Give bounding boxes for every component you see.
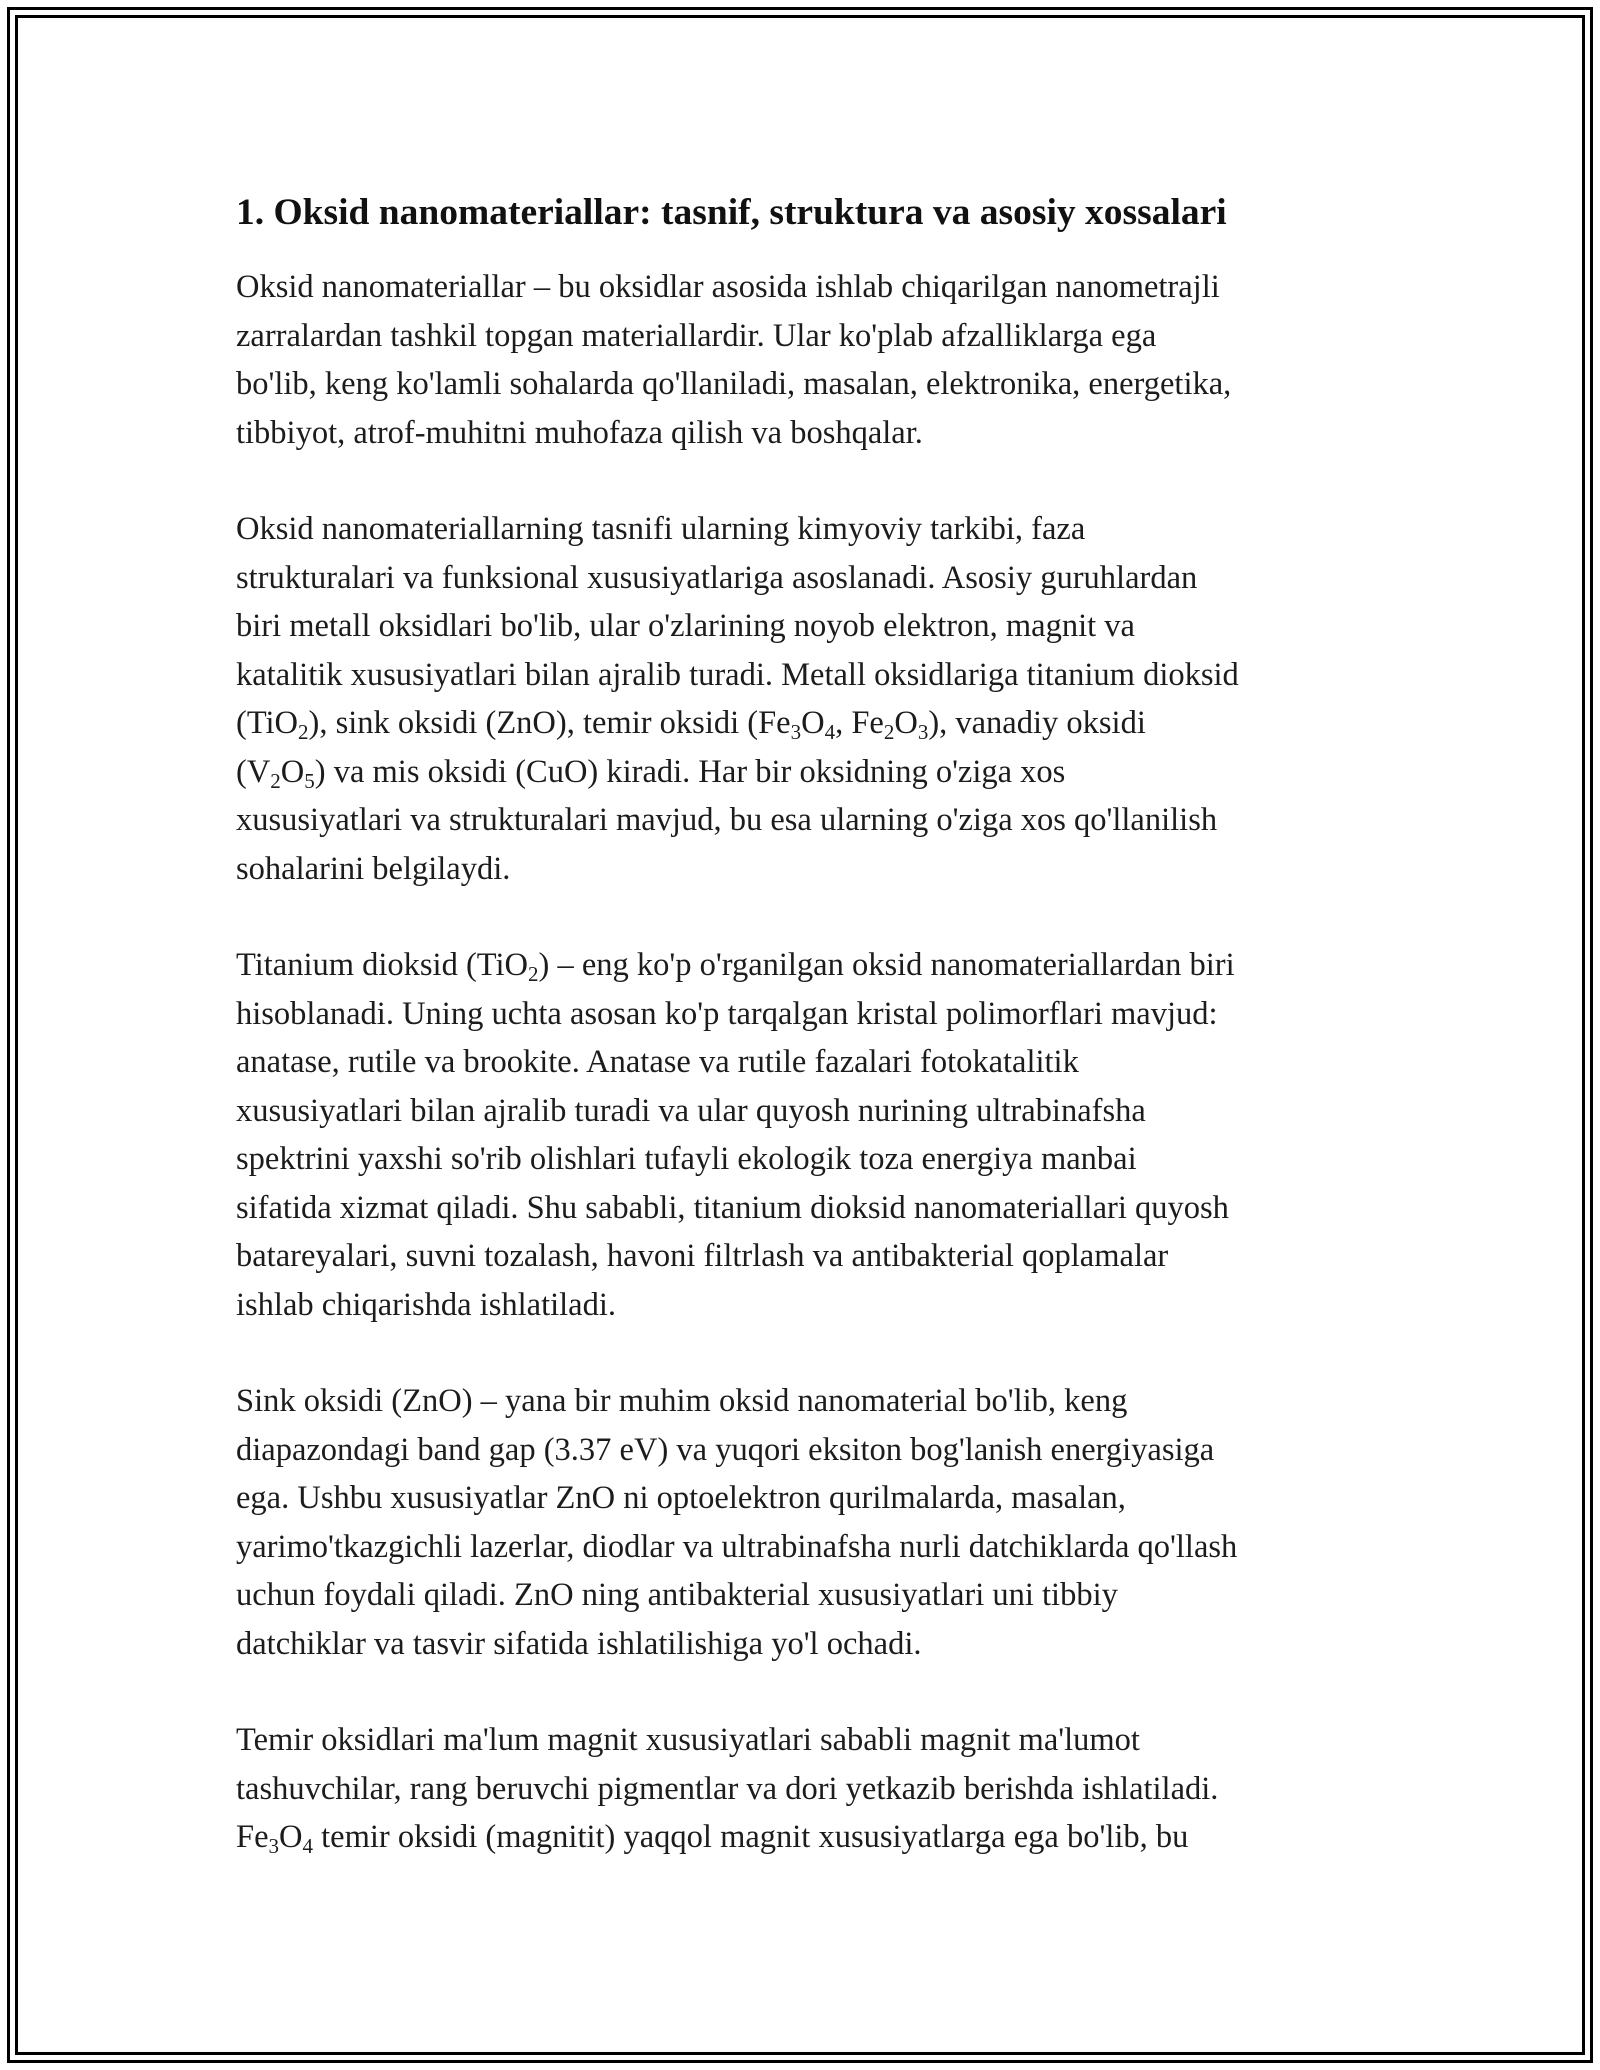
paragraph-line: ega. Ushbu xususiyatlar ZnO ni optoelektron qurilmalarda, masalan, — [236, 1480, 1126, 1516]
paragraph-line: batareyalari, suvni tozalash, havoni filtrlash va antibakterial qoplamalar — [236, 1238, 1169, 1274]
paragraph-line: (TiO$_2$), sink oksidi (ZnO), temir oksidi ($Fe_3O_4$, $Fe_2O_3$), vanadiy oksidi — [236, 705, 1146, 744]
paragraph — [236, 1716, 1378, 1862]
paragraph-line: sifatida xizmat qiladi. Shu sababli, titanium dioksid nanomateriallari quyosh — [236, 1189, 1229, 1226]
paragraph-line: tashuvchilar, rang beruvchi pigmentlar va dori yetkazib berishda ishlatiladi. — [236, 1770, 1219, 1807]
paragraph-line: zarralardan tashkil topgan materiallardir. Ular ko'plab afzalliklarga ega — [236, 317, 1157, 354]
paragraph-line: anatase, rutile va brookite. Anatase va rutile fazalari fotokatalitik — [236, 1044, 1079, 1080]
paragraph-line: Oksid nanomateriallarning tasnifi ularning kimyoviy tarkibi, faza — [236, 511, 1086, 547]
paragraph-line: Sink oksidi (ZnO) – yana bir muhim oksid nanomaterial bo'lib, keng — [236, 1383, 1128, 1419]
paragraph-line: bo'lib, keng ko'lamli sohalarda qo'llaniladi, masalan, elektronika, energetika, — [236, 366, 1232, 402]
paragraph-line: sohalarini belgilaydi. — [236, 850, 511, 887]
paragraph-list — [236, 263, 1378, 1862]
paragraph-line: biri metall oksidlari bo'lib, ular o'zlarining noyob elektron, magnit va — [236, 608, 1135, 644]
paragraph-line: Temir oksidlari ma'lum magnit xususiyatlari sababli magnit ma'lumot — [236, 1722, 1140, 1758]
paragraph — [236, 505, 1378, 893]
paragraph-line: xususiyatlari va strukturalari mavjud, bu esa ularning o'ziga xos qo'llanilish — [236, 802, 1218, 838]
section-heading: 1. Oksid nanomateriallar: tasnif, struktura va asosiy xossalari — [236, 192, 1227, 233]
paragraph-line: $(V_2O_5)$ va mis oksidi (CuO) kiradi. Har bir oksidning o'ziga xos — [236, 753, 1066, 793]
paragraph-line: datchiklar va tasvir sifatida ishlatilishiga yo'l ochadi. — [236, 1625, 922, 1662]
paragraph-line: Oksid nanomateriallar – bu oksidlar asosida ishlab chiqarilgan nanometrajli — [236, 269, 1220, 305]
paragraph-line: katalitik xususiyatlari bilan ajralib turadi. Metall oksidlariga titanium dioksid — [236, 656, 1239, 693]
paragraph-line: uchun foydali qiladi. ZnO ning antibakterial xususiyatlari uni tibbiy — [236, 1577, 1118, 1613]
document-body — [236, 185, 1378, 1910]
paragraph-line: hisoblanadi. Uning uchta asosan ko'p tarqalgan kristal polimorflari mavjud: — [236, 995, 1218, 1032]
paragraph-line: yarimo'tkazgichli lazerlar, diodlar va ultrabinafsha nurli datchiklarda qo'llash — [236, 1528, 1238, 1565]
paragraph-line: Titanium dioksid (TiO$_2$) – eng ko'p o'rganilgan oksid nanomateriallardan biri — [236, 947, 1235, 986]
paragraph-line: strukturalari va funksional xususiyatlariga asoslanadi. Asosiy guruhlardan — [236, 559, 1198, 596]
paragraph — [236, 1377, 1378, 1668]
paragraph-line: diapazondagi band gap (3.37 eV) va yuqori eksiton bog'lanish energiyasiga — [236, 1431, 1215, 1468]
paragraph — [236, 263, 1378, 457]
paragraph-line: xususiyatlari bilan ajralib turadi va ular quyosh nurining ultrabinafsha — [236, 1092, 1146, 1129]
paragraph-line: ishlab chiqarishda ishlatiladi. — [236, 1286, 616, 1323]
paragraph — [236, 941, 1378, 1329]
paragraph-line: spektrini yaxshi so'rib olishlari tufayli ekologik toza energiya manbai — [236, 1141, 1137, 1177]
paragraph-line: $Fe_3O_4$ temir oksidi (magnitit) yaqqol magnit xususiyatlarga ega bo'lib, bu — [236, 1819, 1189, 1858]
paragraph-line: tibbiyot, atrof-muhitni muhofaza qilish va boshqalar. — [236, 414, 923, 451]
